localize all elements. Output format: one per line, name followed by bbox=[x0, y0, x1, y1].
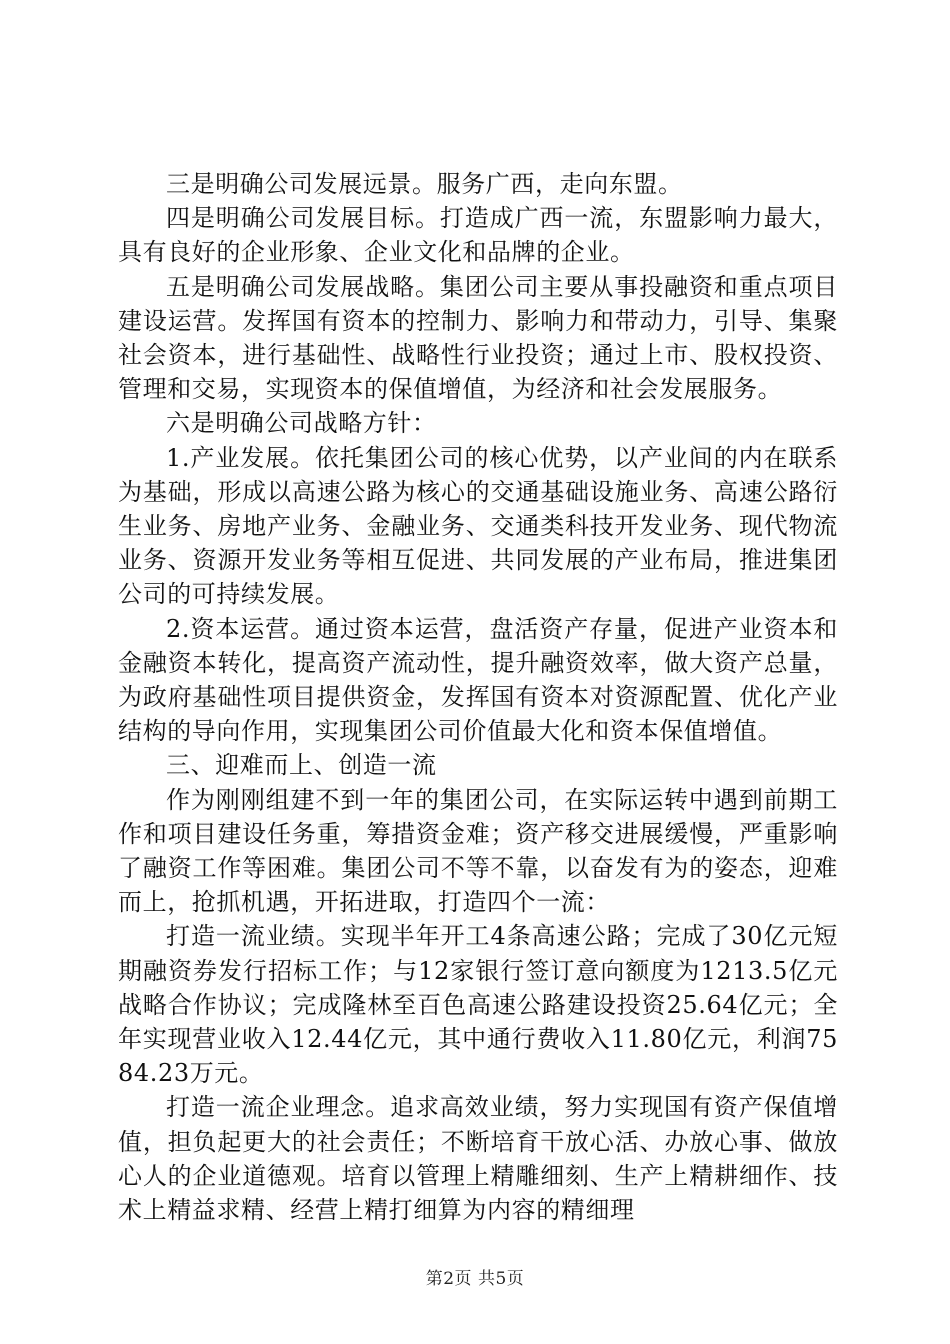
paragraph-vision: 三是明确公司发展远景。服务广西，走向东盟。 bbox=[166, 170, 683, 198]
page-footer: 第2页 共5页 bbox=[425, 1269, 525, 1289]
section-heading-3: 三、迎难而上、创造一流 bbox=[166, 751, 437, 780]
paragraph-challenges: 作为刚刚组建不到一年的集团公司，在实际运转中遇到前期工作和项目建设任务重，筹措资金难；资产移交进展缓慢，严重影响了融资工作等困难。集团公司不等不靠，以奋发有为的姿态，迎难而上，抢抓机遇，开拓进取，打造四个一流： bbox=[118, 785, 838, 917]
paragraph-goal: 四是明确公司发展目标。打造成广西一流，东盟影响力最大，具有良好的企业形象、企业文化和品牌的企业。 bbox=[118, 204, 838, 267]
paragraph-philosophy: 打造一流企业理念。追求高效业绩，努力实现国有资产保值增值，担负起更大的社会责任；不断培育干放心活、办放心事、做放心人的企业道德观。培育以管理上精雕细刻、生产上精耕细作、技术上精益求精、经营上精打细算为内容的精细理 bbox=[118, 1093, 838, 1225]
document-body bbox=[118, 167, 838, 1227]
paragraph-capital-operation: 2.资本运营。通过资本运营，盘活资产存量，促进产业资本和金融资本转化，提高资产流动性，提升融资效率，做大资产总量，为政府基础性项目提供资金，发挥国有资本对资源配置、优化产业结构的导向作用，实现集团公司价值最大化和资本保值增值。 bbox=[118, 614, 838, 746]
paragraph-strategy: 五是明确公司发展战略。集团公司主要从事投融资和重点项目建设运营。发挥国有资本的控制力、影响力和带动力，引导、集聚社会资本，进行基础性、战略性行业投资；通过上市、股权投资、管理和交易，实现资本的保值增值，为经济和社会发展服务。 bbox=[118, 272, 838, 404]
paragraph-policy-heading: 六是明确公司战略方针： bbox=[166, 409, 437, 438]
paragraph-industry-development: 1.产业发展。依托集团公司的核心优势，以产业间的内在联系为基础，形成以高速公路为核心的交通基础设施业务、高速公路衍生业务、房地产业务、金融业务、交通类科技开发业务、现代物流业务、资源开发业务等相互促进、共同发展的产业布局，推进集团公司的可持续发展。 bbox=[118, 443, 838, 609]
paragraph-performance: 打造一流业绩。实现半年开工4条高速公路；完成了30亿元短期融资券发行招标工作；与12家银行签订意向额度为1213.5亿元战略合作协议；完成隆林至百色高速公路建设投资25.64亿元；全年实现营业收入12.44亿元，其中通行费收入11.80亿元，利润7584.23万元。 bbox=[118, 922, 838, 1088]
